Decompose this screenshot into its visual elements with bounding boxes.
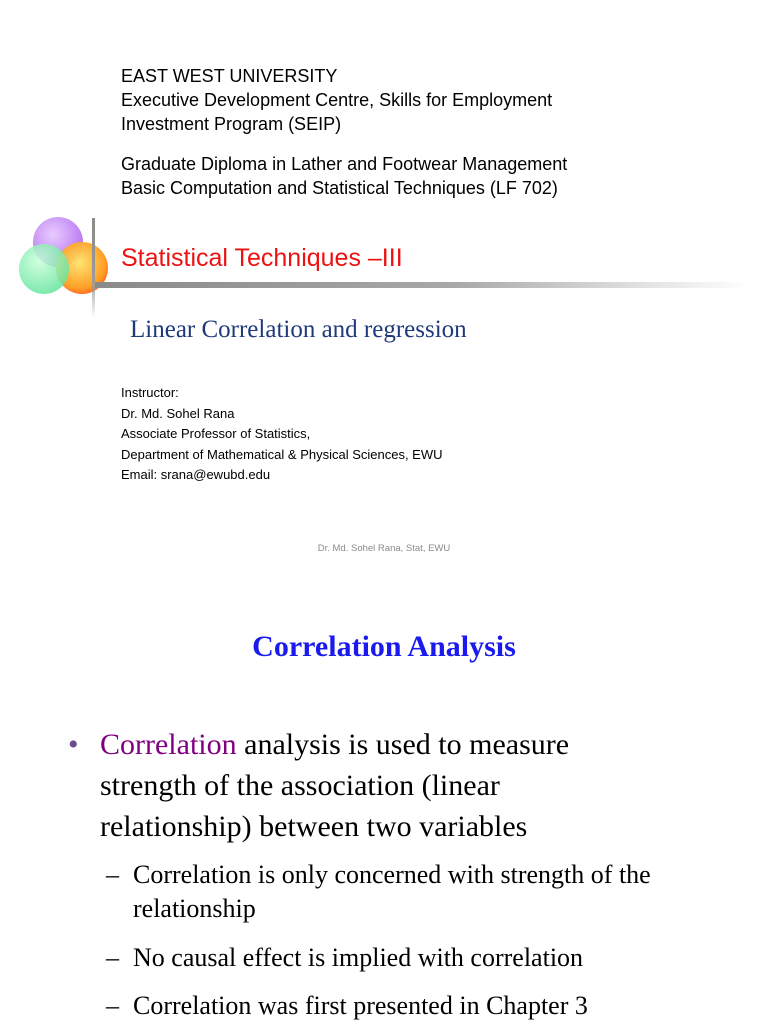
program-line: Graduate Diploma in Lather and Footwear Management — [121, 154, 568, 174]
dash-marker: – — [106, 943, 119, 972]
bullet-marker: • — [68, 728, 79, 761]
bullet-text — [100, 724, 728, 847]
instructor-line: Instructor: — [121, 385, 179, 400]
dash-marker: – — [106, 991, 119, 1020]
instructor-line: Dr. Md. Sohel Rana — [121, 405, 235, 421]
slide-title: Statistical Techniques –III — [121, 244, 403, 272]
instructor-line: Department of Mathematical & Physical Sciences, EWU — [121, 446, 443, 462]
sub-bullet — [106, 989, 746, 1023]
sub-bullet-line: relationship — [133, 894, 256, 923]
sub-bullet-text: No causal effect is implied with correlation — [133, 943, 584, 972]
correlation-slide — [0, 580, 768, 1024]
sub-bullet — [106, 858, 746, 926]
instructor-email: Email: srana@ewubd.edu — [121, 467, 271, 482]
main-bullet — [68, 724, 728, 847]
header-line: EAST WEST UNIVERSITY — [121, 66, 338, 86]
instructor-line: Associate Professor of Statistics, — [121, 426, 311, 441]
sub-bullet — [106, 941, 746, 975]
institution-header — [121, 64, 567, 200]
sub-bullet-text: Correlation was first presented in Chapter 3 — [133, 991, 588, 1020]
bullet-text-part: relationship) between two variables — [100, 810, 528, 843]
program-line: Basic Computation and Statistical Techniques (LF 702) — [121, 178, 558, 198]
divider-vertical — [92, 218, 95, 318]
header-line: Executive Development Centre, Skills for Employment — [121, 90, 553, 110]
header-line: Investment Program (SEIP) — [121, 114, 342, 134]
highlight-term: Correlation — [100, 728, 237, 761]
slide-footer: Dr. Md. Sohel Rana, Stat, EWU — [317, 543, 451, 554]
dash-marker: – — [106, 860, 119, 889]
instructor-info — [121, 383, 443, 486]
slide-heading: Correlation Analysis — [252, 630, 516, 663]
overlapping-circles-logo-icon — [0, 205, 120, 320]
slide-subtitle: Linear Correlation and regression — [130, 316, 467, 343]
divider-horizontal — [95, 282, 750, 288]
bullet-text-part: strength of the association (linear — [100, 769, 500, 802]
sub-bullet-line: Correlation is only concerned with strength of the — [133, 860, 651, 889]
sub-bullet-text — [133, 858, 746, 926]
bullet-text-part: analysis is used to measure — [236, 728, 570, 761]
